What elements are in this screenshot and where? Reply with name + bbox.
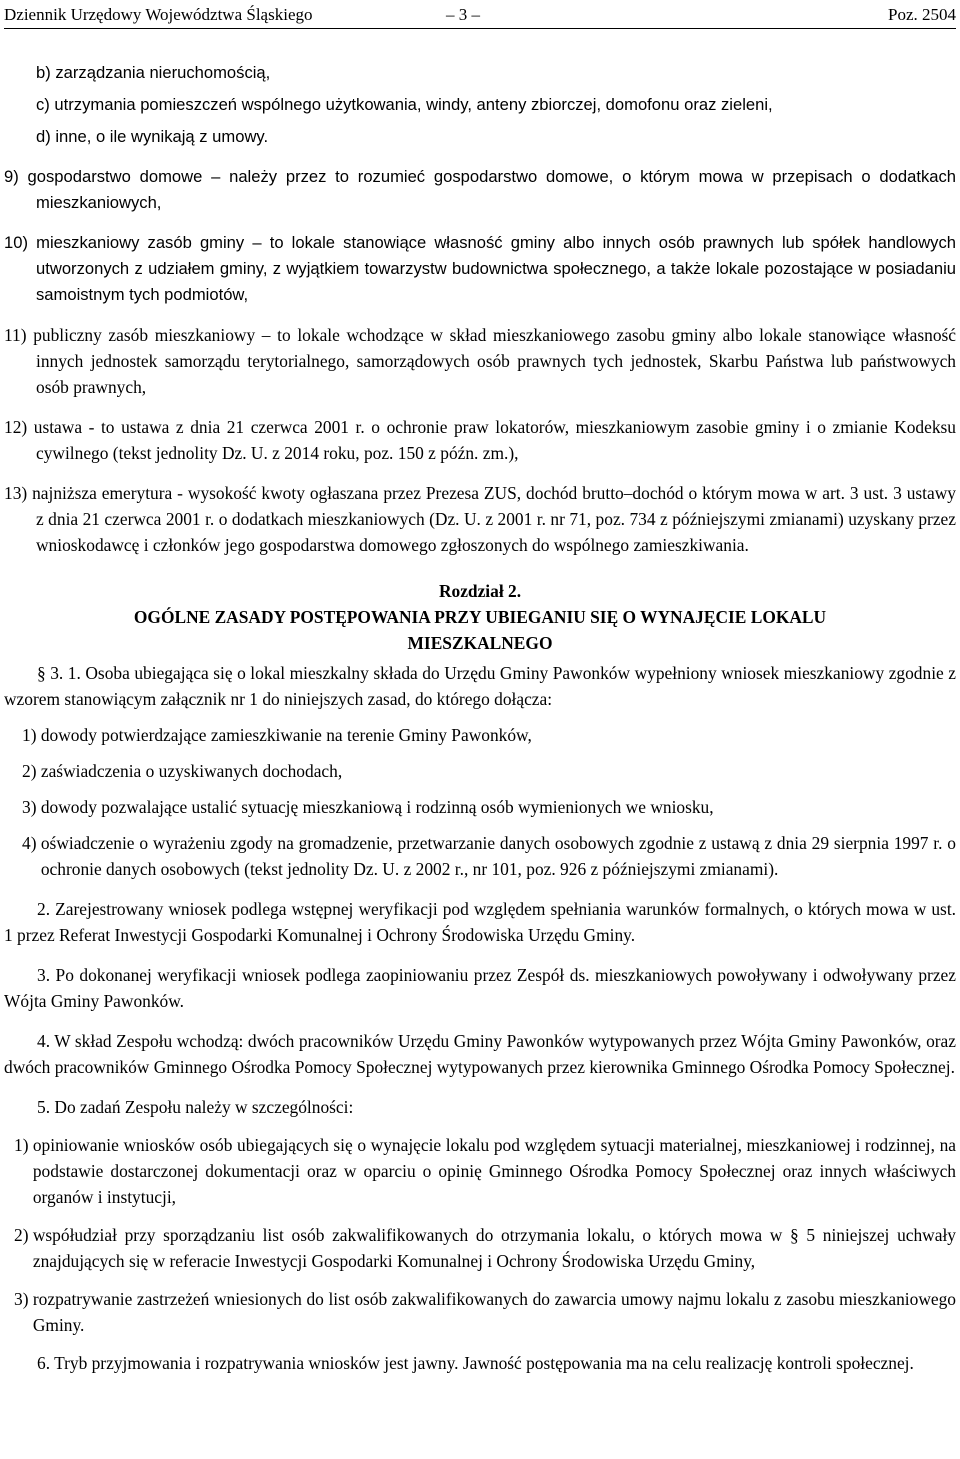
list-item <box>22 722 956 748</box>
list-item: b) zarządzania nieruchomością, <box>36 63 271 82</box>
list-item-text: opiniowanie wniosków osób ubiegających się o wynajęcie lokalu pod względem sytuacji materialnej, mieszkaniowej i rodzinnej, na podstawie dostarczonej dokumentacji oraz w oparciu o opinię Gminnego Ośrodka Pomocy Społecznej oraz innych właściwych organów i instytucji, <box>32 1135 956 1207</box>
list-item-number: 1) <box>22 725 37 745</box>
list-item-number: 3) <box>14 1289 29 1309</box>
list-item-number: 4) <box>22 833 37 853</box>
list-item <box>22 758 956 784</box>
definition-10: 10) mieszkaniowy zasób gminy – to lokale stanowiące własność gminy albo innych osób prawnych lub spółek handlowych utworzonych z udziałem gminy, z wyjątkiem towarzystw budownictwa społecznego, a także lokale pozostające w posiadaniu samoistnym tych podmiotów, <box>4 233 956 304</box>
list-item-number: 2) <box>14 1225 29 1245</box>
list-item-text: współudział przy sporządzaniu list osób zakwalifikowanych do otrzymania lokalu, o których mowa w § 5 niniejszej uchwały znajdujących się w referacie Inwestycji Gospodarki Komunalnej i Ochrony Środowiska Urzędu Gminy, <box>32 1225 956 1271</box>
list-item <box>14 1222 956 1274</box>
list-item: d) inne, o ile wynikają z umowy. <box>36 127 269 146</box>
task-list <box>14 1132 956 1338</box>
list-item-text: rozpatrywanie zastrzeżeń wniesionych do list osób zakwalifikowanych do zawarcia umowy najmu lokalu z zasobu mieszkaniowego Gminy. <box>32 1289 956 1335</box>
list-item-text: oświadczenie o wyrażeniu zgody na gromadzenie, przetwarzanie danych osobowych zgodnie z ustawą z dnia 29 sierpnia 1997 r. o ochronie danych osobowych (tekst jednolity Dz. U. z 2002 r., nr 101, poz. 926 z późniejszymi zmianami). <box>40 833 956 879</box>
section-3-paragraph-5: 5. Do zadań Zespołu należy w szczególności: <box>37 1097 354 1117</box>
list-item <box>22 794 956 820</box>
list-item <box>22 830 956 882</box>
section-3-paragraph-3: 3. Po dokonanej weryfikacji wniosek podlega zaopiniowaniu przez Zespół ds. mieszkaniowych powoływany i odwoływany przez Wójta Gminy Pawonków. <box>4 965 956 1011</box>
list-item-number: 1) <box>14 1135 29 1155</box>
chapter-title: OGÓLNE ZASADY POSTĘPOWANIA PRZY UBIEGANIU SIĘ O WYNAJĘCIE LOKALU MIESZKALNEGO <box>133 607 827 653</box>
chapter-number: Rozdział 2. <box>438 581 522 601</box>
list-item <box>14 1132 956 1210</box>
section-3-paragraph-4: 4. W skład Zespołu wchodzą: dwóch pracowników Urzędu Gminy Pawonków wytypowanych przez Wójta Gminy Pawonków, oraz dwóch pracowników Gminnego Ośrodka Pomocy Społecznej wytypowanych przez kierownika Gminnego Ośrodka Pomocy Społecznej. <box>4 1031 956 1077</box>
list-item-text: dowody potwierdzające zamieszkiwanie na terenie Gminy Pawonków, <box>40 725 532 745</box>
definition-12: 12) ustawa - to ustawa z dnia 21 czerwca 2001 r. o ochronie praw lokatorów, mieszkaniowym zasobie gminy i o zmianie Kodeksu cywilnego (tekst jednolity Dz. U. z 2014 roku, poz. 150 z późn. zm.), <box>4 417 956 463</box>
journal-title: Dziennik Urzędowy Województwa Śląskiego <box>4 5 313 24</box>
page-header <box>4 2 956 29</box>
list-top <box>36 60 956 150</box>
list-item-number: 3) <box>22 797 37 817</box>
document-body <box>4 60 956 1376</box>
position-number: Poz. 2504 <box>888 5 956 24</box>
definition-11: 11) publiczny zasób mieszkaniowy – to lokale wchodzące w skład mieszkaniowego zasobu gminy albo lokale stanowiące własność innych jednostek samorządu terytorialnego, samorządowych osób prawnych tych jednostek, Skarbu Państwa lub państwowych osób prawnych, <box>4 325 956 397</box>
definition-9: 9) gospodarstwo domowe – należy przez to rozumieć gospodarstwo domowe, o którym mowa w przepisach o dodatkach mieszkaniowych, <box>4 167 956 212</box>
section-3-paragraph-6: 6. Tryb przyjmowania i rozpatrywania wniosków jest jawny. Jawność postępowania ma na celu realizację kontroli społecznej. <box>37 1353 914 1373</box>
list-item-number: 2) <box>22 761 37 781</box>
list-item-text: zaświadczenia o uzyskiwanych dochodach, <box>40 761 343 781</box>
list-item: c) utrzymania pomieszczeń wspólnego użytkowania, windy, anteny zbiorczej, domofonu oraz zieleni, <box>36 95 773 114</box>
list-item <box>14 1286 956 1338</box>
page-number: – 3 – <box>446 5 480 24</box>
attachment-list <box>22 722 956 882</box>
section-3-paragraph-2: 2. Zarejestrowany wniosek podlega wstępnej weryfikacji pod względem spełniania warunków formalnych, o których mowa w ust. 1 przez Referat Inwestycji Gospodarki Komunalnej i Ochrony Środowiska Urzędu Gminy. <box>4 899 956 945</box>
definition-13: 13) najniższa emerytura - wysokość kwoty ogłaszana przez Prezesa ZUS, dochód brutto–dochód o którym mowa w art. 3 ust. 3 ustawy z dnia 21 czerwca 2001 r. o dodatkach mieszkaniowych (Dz. U. z 2001 r. nr 71, poz. 734 z późniejszymi zmianami) uzyskany przez wnioskodawcę i członków jego gospodarstwa domowego zgłoszonych do wspólnego zamieszkiwania. <box>4 483 956 555</box>
list-item-text: dowody pozwalające ustalić sytuację mieszkaniową i rodzinną osób wymienionych we wniosku, <box>40 797 714 817</box>
section-3-paragraph-1: § 3. 1. Osoba ubiegająca się o lokal mieszkalny składa do Urzędu Gminy Pawonków wypełniony wniosek mieszkaniowy zgodnie z wzorem stanowiącym załącznik nr 1 do niniejszych zasad, do którego dołącza: <box>4 663 956 709</box>
